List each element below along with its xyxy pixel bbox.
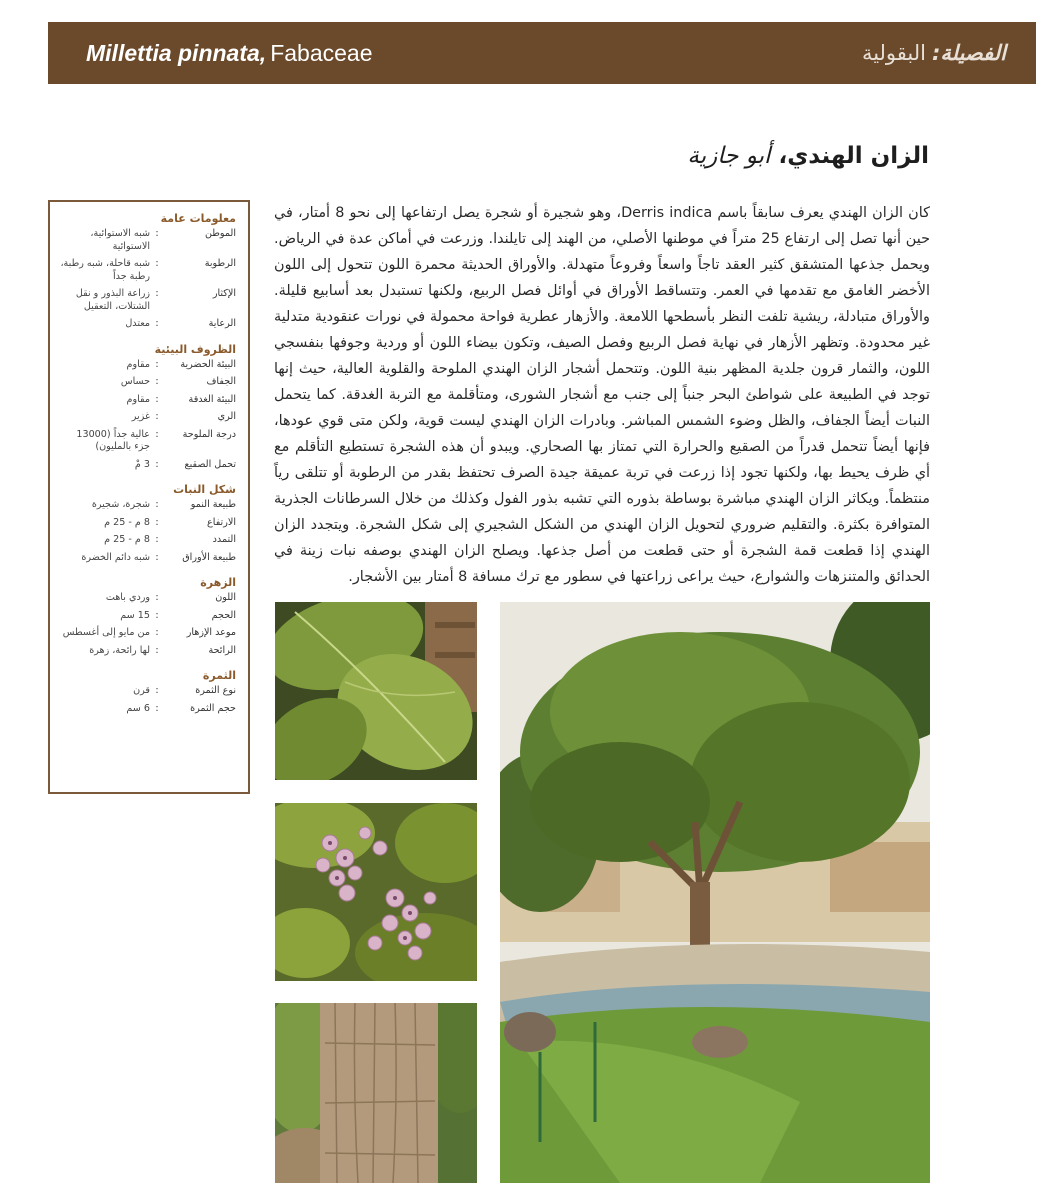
info-separator: : [155, 428, 159, 440]
info-key: الموطن [204, 228, 236, 239]
info-separator: : [155, 609, 159, 621]
info-value: 6 سم [126, 702, 150, 714]
section-title: معلومات عامة [160, 212, 236, 225]
info-key: موعد الإزهار [186, 627, 236, 638]
info-key: الحجم [211, 609, 236, 621]
info-key: نوع الثمرة [195, 685, 236, 696]
info-sidebar [48, 200, 250, 794]
info-section [60, 483, 236, 564]
info-row [60, 376, 236, 389]
info-row [60, 685, 236, 698]
info-value: من مايو إلى أغسطس [62, 627, 150, 638]
leaves-photo [275, 602, 477, 780]
info-row [60, 610, 236, 623]
leaves-photo-art [275, 602, 477, 780]
info-separator: : [155, 358, 159, 370]
info-row [60, 552, 236, 565]
species-heading [86, 40, 373, 67]
info-key: تحمل الصقيع [184, 458, 236, 470]
info-section [60, 669, 236, 715]
info-separator: : [155, 228, 159, 239]
info-row [60, 288, 236, 313]
info-separator: : [155, 458, 159, 470]
info-section [60, 343, 236, 472]
info-row [60, 394, 236, 407]
info-separator: : [155, 685, 159, 696]
info-separator: : [155, 627, 159, 638]
info-value: 15 سم [120, 609, 150, 621]
info-key: الرطوبة [204, 258, 236, 269]
info-value: مقاوم [126, 393, 150, 405]
info-key: التمدد [212, 534, 236, 545]
info-row [60, 258, 236, 283]
info-row [60, 517, 236, 530]
info-key: طبيعة الأوراق [182, 551, 236, 563]
info-key: درجة الملوحة [182, 428, 236, 440]
info-section [60, 576, 236, 657]
info-row [60, 359, 236, 372]
info-separator: : [155, 534, 159, 545]
info-row [60, 499, 236, 512]
info-row [60, 534, 236, 547]
info-key: البيئة الغدقة [188, 393, 236, 405]
info-separator: : [155, 318, 159, 329]
info-key: اللون [215, 592, 236, 603]
info-key: طبيعة النمو [190, 499, 236, 510]
description-text: كان الزان الهندي يعرف سابقاً باسم Derris indica، وهو شجيرة أو شجرة يصل ارتفاعها إلى نحو 8 أمتار، في حين أنها تصل إلى ارتفاع 25 متراً في موطنها الأصلي، من الهند إلى تايلندا. وزرعت في أماكن عدة في الرياض. ويحمل جذعها المتشقق كثير العقد تاجاً واسعاً وفروعاً متهدلة. والأوراق الحديثة محمرة اللون تتحول إلى اللون الأخضر الغامق مع تقدمها في العمر. وتتساقط الأوراق في أوائل فصل الربيع، ولكنها تستبدل بعد أسابيع قليلة. والأوراق متبادلة، ريشية تلفت النظر بأسطحها اللامعة. والأزهار عطرية فواحة محمولة في نورات عنقودية متدلية غير محدودة. وتظهر الأزهار في نهاية فصل الربيع وفصل الصيف، وتكون بيضاء اللون أو وردية وجوفها بنفسجي اللون، والثمار قرون جلدية المظهر بنية اللون. وتتحمل أشجار الزان الهندي الملوحة والقلوية العالية، حيث إنها توجد في الطبيعة على شواطئ البحر جنباً إلى جنب مع أشجار الشورى، ومتأقلمة مع التربة الغدقة. كما يتحمل النبات أيضاً الجفاف، والظل وضوء الشمس المباشر. وبادرات الزان الهندي ليست قوية، ولكن متى قوي عودها، فإنها أيضاً تتحمل قدراً من الصقيع والحرارة التي تمتاز بها الصحاري. ويبدو أن هذه الشجرة تستطيع التأقلم مع أي ظرف يحيط بها، ولكنها تجود إذا زرعت في تربة عميقة جيدة الصرف تحتفظ بقدر من الرطوبة أو تتلقى رياً منتظماً. ويكاثر الزان الهندي مباشرة بوساطة بذوره التي تشبه بذور الفول وكذلك من خلال السرطانات الجذرية المتوافرة بكثرة. والتقليم ضروري لتحويل الزان الهندي من الشكل الشجيري إلى شكل الشجرة. ويتجدد الزان الهندي إذا قطعت قمة الشجرة أو حتى قطعت من أصل جذعها. ويصلح الزان الهندي بوصفه نبات زينة في الحدائق والمتنزهات والشوارع، حيث يراعى زراعتها في سطور مع ترك مسافة 8 أمتار بين الأشجار. [274, 205, 930, 585]
info-row [60, 592, 236, 605]
info-row [60, 645, 236, 658]
info-separator: : [155, 702, 159, 714]
info-value: لها رائحة، زهرة [89, 644, 150, 656]
tree-garden-photo-art [500, 602, 930, 1183]
info-separator: : [155, 592, 159, 603]
info-separator: : [155, 411, 159, 422]
trunk-photo-art [275, 1003, 477, 1183]
info-value: زراعة البذور و نقل الشتلات، التعقيل [75, 288, 150, 312]
info-row [60, 411, 236, 424]
info-value: 3 مْ [134, 458, 150, 470]
info-separator: : [155, 644, 159, 656]
info-separator: : [155, 376, 159, 387]
info-row [60, 459, 236, 472]
info-value: شجرة، شجيرة [91, 499, 150, 510]
info-key: الري [217, 411, 236, 422]
info-row [60, 703, 236, 716]
info-separator: : [155, 258, 159, 269]
trunk-photo [275, 1003, 477, 1183]
info-separator: : [155, 551, 159, 563]
info-key: الجفاف [206, 376, 236, 387]
common-name: الزان الهندي، [778, 143, 929, 169]
info-value: عالية جداً (13000 جزء بالمليون) [76, 428, 150, 452]
info-key: حجم الثمرة [190, 702, 236, 714]
info-section [60, 212, 236, 331]
header-bar [48, 22, 1036, 84]
info-value: قرن [133, 685, 150, 696]
info-value: غزير [131, 411, 150, 422]
alternate-name: أبو جازية [687, 143, 771, 169]
info-row [60, 228, 236, 253]
tree-garden-photo [500, 602, 930, 1183]
info-separator: : [155, 393, 159, 405]
info-value: شبه دائم الخضرة [81, 551, 150, 563]
info-value: 8 م - 25 م [104, 516, 150, 528]
info-value: حساس [120, 376, 150, 387]
section-title: الثمرة [202, 669, 236, 682]
flowers-photo [275, 803, 477, 981]
info-value: 8 م - 25 م [104, 534, 150, 545]
family-latin: Fabaceae [270, 39, 373, 66]
info-value: مقاوم [126, 358, 150, 370]
info-value: شبه الاستوائية، الاستوائية [90, 228, 150, 252]
scientific-name: Millettia pinnata, [86, 39, 267, 66]
section-title: الظروف البيئية [154, 342, 236, 356]
info-value: وردي باهت [105, 592, 150, 603]
info-separator: : [155, 288, 159, 299]
flowers-photo-art [275, 803, 477, 981]
info-row [60, 627, 236, 640]
info-row [60, 429, 236, 454]
info-separator: : [155, 499, 159, 510]
info-key: الرعاية [208, 318, 236, 329]
family-label: الفصيلة: [931, 41, 1006, 65]
info-value: معتدل [125, 318, 150, 329]
family-heading [862, 41, 1006, 65]
info-row [60, 318, 236, 331]
info-key: البيئة الحضرية [180, 358, 236, 370]
info-value: شبه قاحلة، شبه رطبة، رطبة جداً [60, 258, 150, 282]
info-key: الارتفاع [207, 516, 236, 528]
info-key: الرائحة [208, 644, 236, 656]
info-key: الإكثار [212, 288, 236, 299]
section-title: الزهرة [200, 576, 236, 589]
family-arabic: البقولية [861, 41, 926, 65]
info-separator: : [155, 516, 159, 528]
section-title: شكل النبات [173, 483, 236, 496]
page-title [529, 143, 929, 169]
